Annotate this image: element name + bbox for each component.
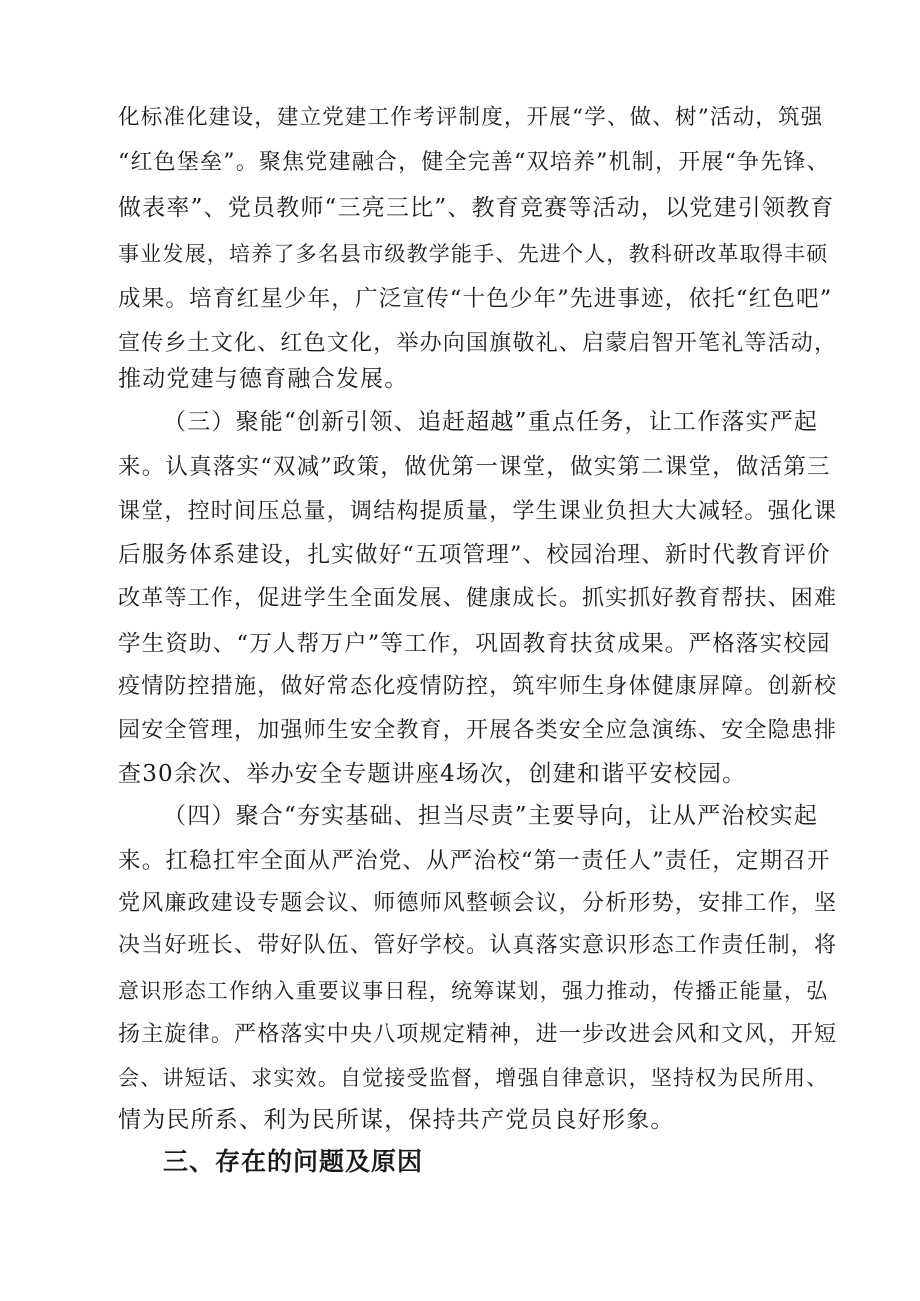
text-line: 园安全管理，加强师生安全教育，开展各类安全应急演练、安全隐患排 xyxy=(118,718,838,743)
text-line: 党风廉政建设专题会议、师德师风整顿会议，分析形势，安排工作，坚 xyxy=(118,891,838,916)
text-line: 做表率”、党员教师“三亮三比”、教育竞赛等活动，以党建引领教育 xyxy=(118,195,835,221)
text-line: 会、讲短话、求实效。自觉接受监督，增强自律意识，坚持权为民所用、 xyxy=(118,1066,829,1090)
text-line: 查30余次、举办安全专题讲座4场次，创建和谐平安校园。 xyxy=(118,761,747,787)
text-line: 成果。培育红星少年，广泛宣传“十色少年”先进事迹，依托“红色吧” xyxy=(118,286,833,312)
text-line: 来。认真落实“双减”政策，做优第一课堂，做实第二课堂，做活第三 xyxy=(118,454,831,480)
paragraph-start-line: （四）聚合“夯实基础、担当尽责”主要导向，让从严治校实起 xyxy=(163,803,819,829)
text-line: 疫情防控措施，做好常态化疫情防控，筑牢师生身体健康屏障。创新校 xyxy=(118,674,838,699)
section-heading: 三、存在的问题及原因 xyxy=(163,1147,424,1176)
text-line: 推动党建与德育融合发展。 xyxy=(118,366,409,392)
text-line: 情为民所系、利为民所谋，保持共产党员良好形象。 xyxy=(118,1107,675,1133)
text-line: 决当好班长、带好队伍、管好学校。认真落实意识形态工作责任制，将 xyxy=(118,933,838,958)
text-line: 后服务体系建设，扎实做好“五项管理”、校园治理、新时代教育评价 xyxy=(118,542,831,568)
text-line: 意识形态工作纳入重要议事日程，统筹谋划，强力推动，传播正能量，弘 xyxy=(118,979,829,1003)
text-line: 化标准化建设，建立党建工作考评制度，开展“学、做、树”活动，筑强 xyxy=(118,105,824,130)
text-line: 学生资助、“万人帮万户”等工作，巩固教育扶贫成果。严格落实校园 xyxy=(118,631,831,657)
text-line: 事业发展，培养了多名县市级教学能手、先进个人，教科研改革取得丰硕 xyxy=(118,242,829,266)
text-line: 来。扛稳扛牢全面从严治党、从严治校“第一责任人”责任，定期召开 xyxy=(118,848,831,874)
text-line: 宣传乡土文化、红色文化，举办向国旗敬礼、启蒙启智开笔礼等活动， xyxy=(118,331,838,356)
text-line: 改革等工作，促进学生全面发展、健康成长。抓实抓好教育帮扶、困难 xyxy=(118,586,838,611)
paragraph-start-line: （三）聚能“创新引领、追赶超越”重点任务，让工作落实严起 xyxy=(163,409,819,435)
text-line: “红色堡垒”。聚焦党建融合，健全完善“双培养”机制，开展“争先锋、 xyxy=(118,150,830,175)
text-line: 扬主旋律。严格落实中央八项规定精神，进一步改进会风和文风，开短 xyxy=(118,1022,838,1047)
text-line: 课堂，控时间压总量，调结构提质量，学生课业负担大大减轻。强化课 xyxy=(118,499,838,524)
